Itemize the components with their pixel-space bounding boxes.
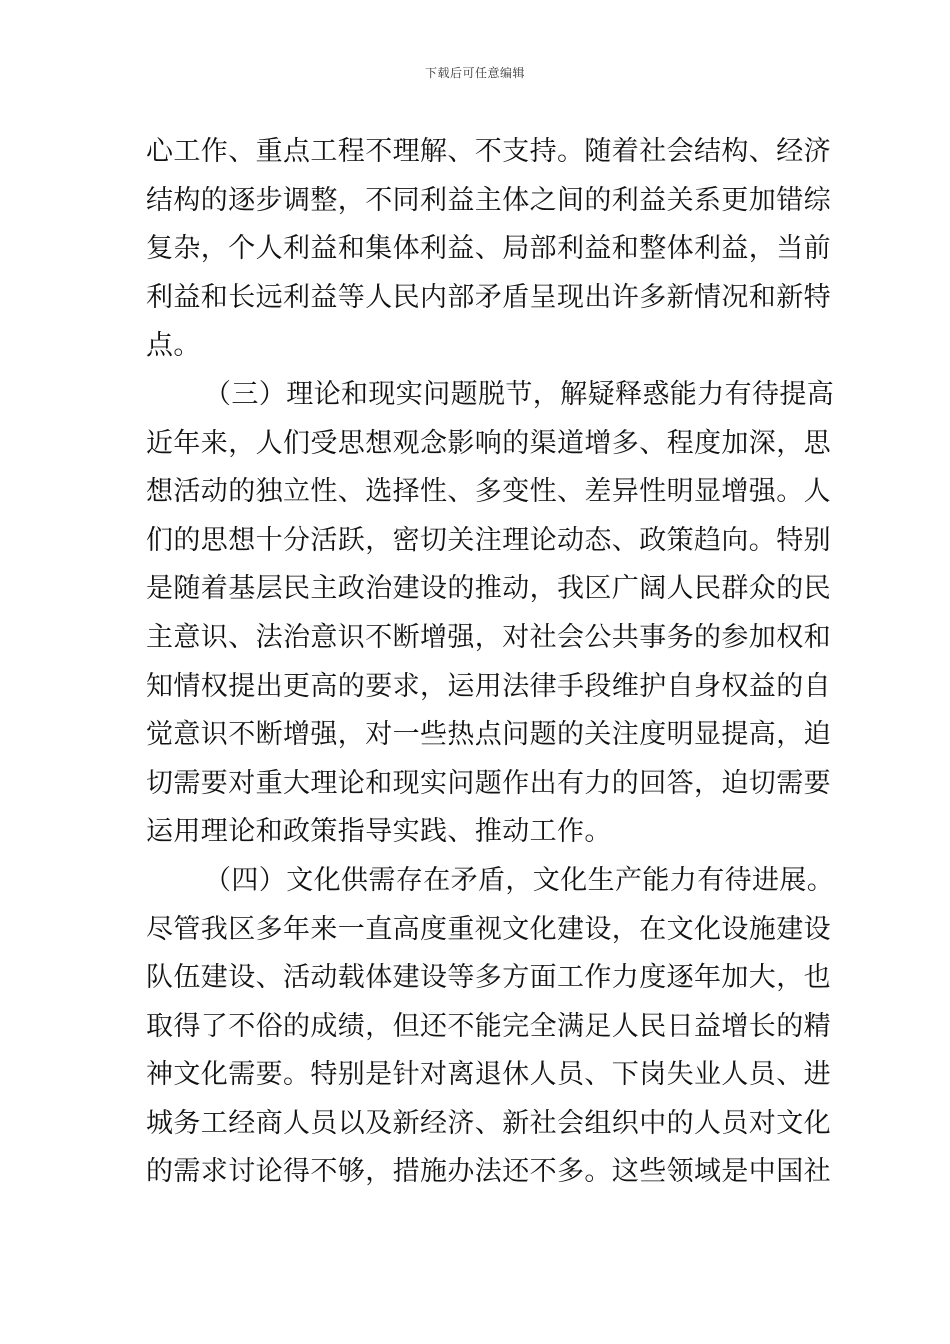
text-line: 心工作、重点工程不理解、不支持。随着社会结构、经济: [146, 136, 831, 167]
text-line: 神文化需要。特别是针对离退休人员、下岗失业人员、进: [146, 1059, 831, 1091]
document-body: [146, 128, 835, 1197]
text-line: 知情权提出更高的要求，运用法律手段维护自身权益的自: [146, 670, 831, 702]
text-line: 利益和长远利益等人民内部矛盾呈现出许多新情况和新特: [146, 281, 831, 313]
text-line: 主意识、法治意识不断增强，对社会公共事务的参加权和: [146, 621, 831, 653]
text-line: 近年来，人们受思想观念影响的渠道增多、程度加深，思: [146, 427, 831, 459]
page-header: 下载后可任意编辑: [424, 66, 525, 80]
text-line: 想活动的独立性、选择性、多变性、差异性明显增强。人: [146, 476, 831, 508]
text-line: 结构的逐步调整，不同利益主体之间的利益关系更加错综: [146, 184, 831, 216]
text-line: 切需要对重大理论和现实问题作出有力的回答，迫切需要: [146, 767, 831, 799]
text-line: 尽管我区多年来一直高度重视文化建设，在文化设施建设: [146, 913, 831, 945]
text-line: 队伍建设、活动载体建设等多方面工作力度逐年加大，也: [146, 962, 831, 994]
text-line: 的需求讨论得不够，措施办法还不多。这些领域是中国社: [146, 1156, 831, 1188]
text-line: 们的思想十分活跃，密切关注理论动态、政策趋向。特别: [146, 524, 831, 556]
text-line: 是随着基层民主政治建设的推动，我区广阔人民群众的民: [146, 573, 831, 605]
text-line: 点。: [146, 330, 201, 362]
text-line: 取得了不俗的成绩，但还不能完全满足人民日益增长的精: [146, 1010, 831, 1042]
text-line: 运用理论和政策指导实践、推动工作。: [146, 816, 612, 848]
text-line: 觉意识不断增强，对一些热点问题的关注度明显提高，迫: [146, 719, 831, 751]
section-heading: （四）文化供需存在矛盾，文化生产能力有待进展。: [204, 864, 835, 896]
section-heading: （三）理论和现实问题脱节，解疑释惑能力有待提高: [204, 378, 835, 410]
text-line: 城务工经商人员以及新经济、新社会组织中的人员对文化: [146, 1107, 831, 1139]
text-line: 复杂，个人利益和集体利益、局部利益和整体利益，当前: [146, 233, 831, 265]
